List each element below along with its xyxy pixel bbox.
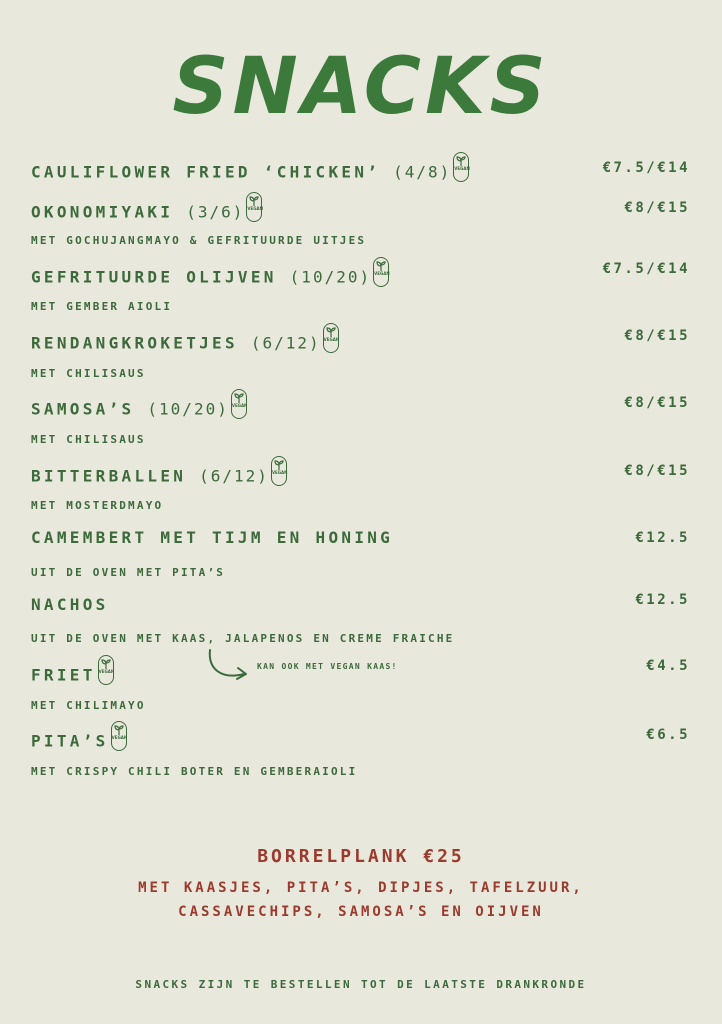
- item-price: €8/€15: [624, 328, 690, 344]
- item-name: SAMOSA’S: [31, 399, 135, 419]
- vegan-badge-icon: [323, 323, 339, 353]
- item-price: €7.5/€14: [602, 261, 690, 277]
- curved-arrow-icon: [206, 648, 252, 682]
- menu-item-name: [31, 395, 247, 425]
- item-name: BITTERBALLEN: [31, 466, 187, 486]
- vegan-badge-icon: [373, 257, 389, 287]
- menu-title: SNACKS: [172, 42, 550, 132]
- menu-item-name: [31, 462, 287, 492]
- item-description: MET CHILISAUS: [31, 367, 146, 380]
- vegan-cheese-note: KAN OOK MET VEGAN KAAS!: [257, 662, 398, 671]
- item-price: €8/€15: [624, 463, 690, 479]
- item-name: RENDANGKROKETJES: [31, 333, 238, 353]
- item-name: GEFRITUURDE OLIJVEN: [31, 267, 277, 287]
- item-description: MET GOCHUJANGMAYO & GEFRITUURDE UITJES: [31, 234, 367, 247]
- vegan-badge-icon: [453, 152, 469, 182]
- item-quantity: (10/20): [289, 267, 372, 287]
- item-price: €8/€15: [624, 395, 690, 411]
- item-name: NACHOS: [31, 595, 109, 614]
- borrelplank-title: BORRELPLANK €25: [257, 846, 465, 867]
- item-quantity: (4/8): [393, 162, 452, 182]
- borrelplank-description-line-1: MET KAASJES, PITA’S, DIPJES, TAFELZUUR,: [138, 880, 584, 896]
- item-description: MET GEMBER AIOLI: [31, 300, 173, 313]
- vegan-badge-icon: [271, 456, 287, 486]
- item-description: MET CRISPY CHILI BOTER EN GEMBERAIOLI: [31, 765, 358, 778]
- vegan-badge-label: VEGAN: [374, 271, 390, 276]
- menu-item-name: [31, 595, 109, 614]
- vegan-badge-label: VEGAN: [271, 470, 288, 475]
- menu-item-name: [31, 661, 114, 691]
- item-quantity: (10/20): [147, 399, 229, 419]
- item-price: €8/€15: [624, 200, 690, 216]
- item-price: €7.5/€14: [602, 160, 690, 176]
- item-price: €6.5: [646, 727, 690, 743]
- menu-item-name: [31, 727, 127, 757]
- vegan-badge-icon: [98, 655, 114, 685]
- item-quantity: (3/6): [186, 202, 245, 222]
- vegan-badge-icon: [246, 192, 262, 222]
- borrelplank-description-line-2: CASSAVECHIPS, SAMOSA’S EN OIJVEN: [178, 904, 544, 920]
- item-price: €4.5: [646, 658, 690, 674]
- vegan-badge-label: VEGAN: [454, 166, 470, 171]
- item-description: MET CHILISAUS: [31, 433, 146, 446]
- item-name: PITA’S: [31, 731, 109, 751]
- item-quantity: (6/12): [250, 333, 321, 353]
- item-name: FRIET: [31, 665, 96, 685]
- item-price: €12.5: [635, 592, 690, 608]
- vegan-badge-icon: [231, 389, 247, 419]
- item-description: UIT DE OVEN MET KAAS, JALAPENOS EN CREME FRAICHE: [31, 632, 455, 645]
- item-quantity: (6/12): [199, 466, 269, 486]
- item-description: UIT DE OVEN MET PITA’S: [31, 566, 226, 579]
- menu-item-name: [31, 158, 469, 188]
- vegan-badge-icon: [111, 721, 127, 751]
- vegan-badge-label: VEGAN: [98, 669, 115, 674]
- item-name: CAULIFLOWER FRIED ‘CHICKEN’: [31, 162, 381, 182]
- menu-item-name: [31, 198, 262, 228]
- item-name: CAMEMBERT MET TIJM EN HONING: [31, 528, 394, 547]
- item-name: OKONOMIYAKI: [31, 202, 174, 222]
- footer-note: SNACKS ZIJN TE BESTELLEN TOT DE LAATSTE DRANKRONDE: [135, 978, 587, 991]
- vegan-badge-label: VEGAN: [111, 735, 128, 740]
- vegan-badge-label: VEGAN: [231, 403, 248, 408]
- menu-item-name: [31, 329, 339, 359]
- menu-item-name: [31, 528, 393, 547]
- vegan-badge-label: VEGAN: [247, 206, 263, 211]
- item-price: €12.5: [635, 530, 690, 546]
- item-description: MET CHILIMAYO: [31, 699, 146, 712]
- menu-item-name: [31, 263, 389, 293]
- item-description: MET MOSTERDMAYO: [31, 499, 164, 512]
- vegan-badge-label: VEGAN: [323, 337, 340, 342]
